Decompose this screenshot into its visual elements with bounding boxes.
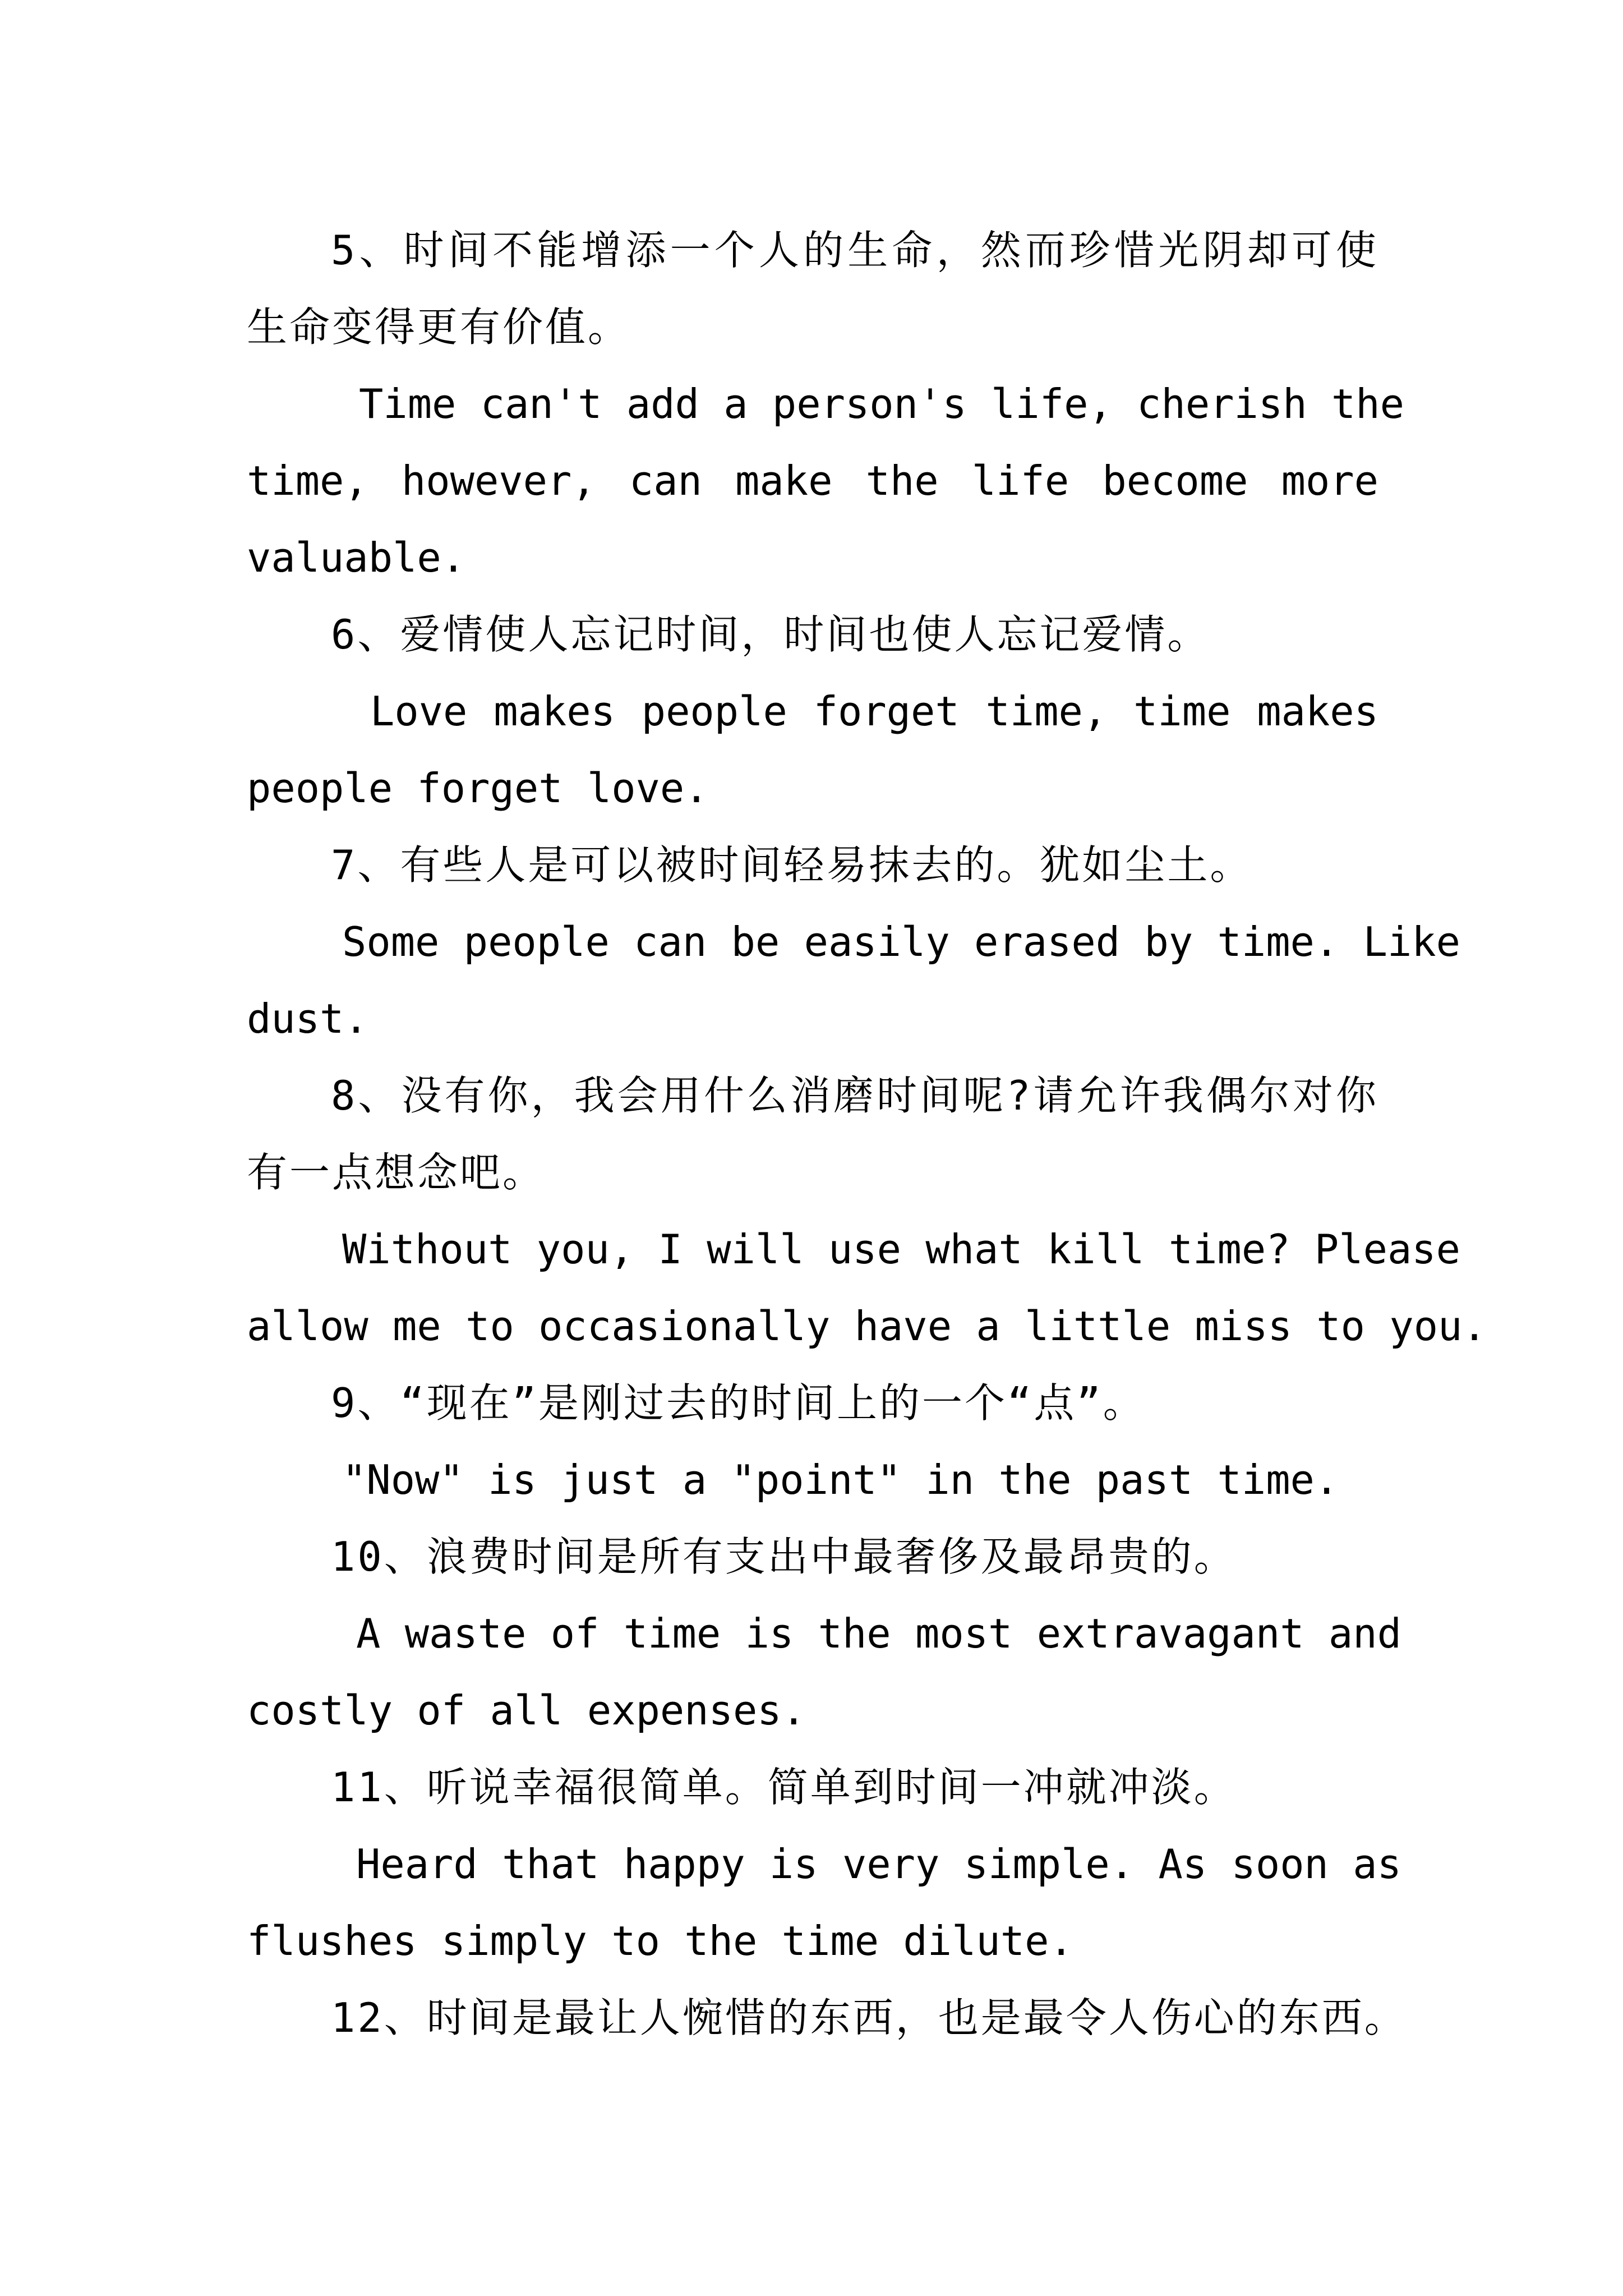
quote-6-english-line-1: Love makes people forget time, time makes — [370, 688, 1378, 735]
quote-11-english-line-1: Heard that happy is very simple. As soon as — [356, 1841, 1401, 1888]
quote-11-chinese: 11、听说幸福很简单。简单到时间一冲就冲淡。 — [331, 1764, 1237, 1811]
quote-7-english-line-1: Some people can be easily erased by time. Like — [342, 918, 1460, 965]
quote-11-english-line-2: flushes simply to the time dilute. — [247, 1917, 1073, 1964]
quote-8-english-line-2: allow me to occasionally have a little miss to you. — [247, 1303, 1487, 1350]
quote-10-chinese: 10、浪费时间是所有支出中最奢侈及最昂贵的。 — [331, 1533, 1237, 1580]
quote-6-english-line-2: people forget love. — [247, 765, 709, 812]
quote-9-english: "Now" is just a "point" in the past time. — [342, 1456, 1339, 1503]
quote-12-chinese: 12、时间是最让人惋惜的东西，也是最令人伤心的东西。 — [331, 1994, 1407, 2041]
quote-5-english-line-3: valuable. — [247, 534, 466, 581]
quote-8-chinese-line-2: 有一点想念吧。 — [247, 1149, 546, 1196]
quote-10-english-line-2: costly of all expenses. — [247, 1687, 806, 1734]
quote-5-chinese-line-2: 生命变得更有价值。 — [247, 303, 631, 351]
quote-8-english-line-1: Without you, I will use what kill time? Please — [342, 1226, 1460, 1273]
quote-6-chinese: 6、爱情使人忘记时间，时间也使人忘记爱情。 — [331, 611, 1210, 658]
quote-10-english-line-1: A waste of time is the most extravagant and — [356, 1610, 1401, 1657]
quote-5-chinese-line-1: 5、时间不能增添一个人的生命，然而珍惜光阴却可使 — [331, 227, 1378, 274]
body-text — [247, 212, 1487, 2056]
quote-7-chinese: 7、有些人是可以被时间轻易抹去的。犹如尘土。 — [331, 841, 1253, 889]
quote-5-english-line-1: Time can't add a person's life, cherish the — [359, 380, 1404, 427]
quote-8-chinese-line-1: 8、没有你，我会用什么消磨时间呢?请允许我偶尔对你 — [331, 1072, 1378, 1119]
quote-9-chinese: 9、“现在”是刚过去的时间上的一个“点”。 — [331, 1379, 1146, 1427]
quote-7-english-line-2: dust. — [247, 995, 368, 1042]
quote-5-english-line-2: time, however, can make the life become more — [247, 457, 1378, 504]
